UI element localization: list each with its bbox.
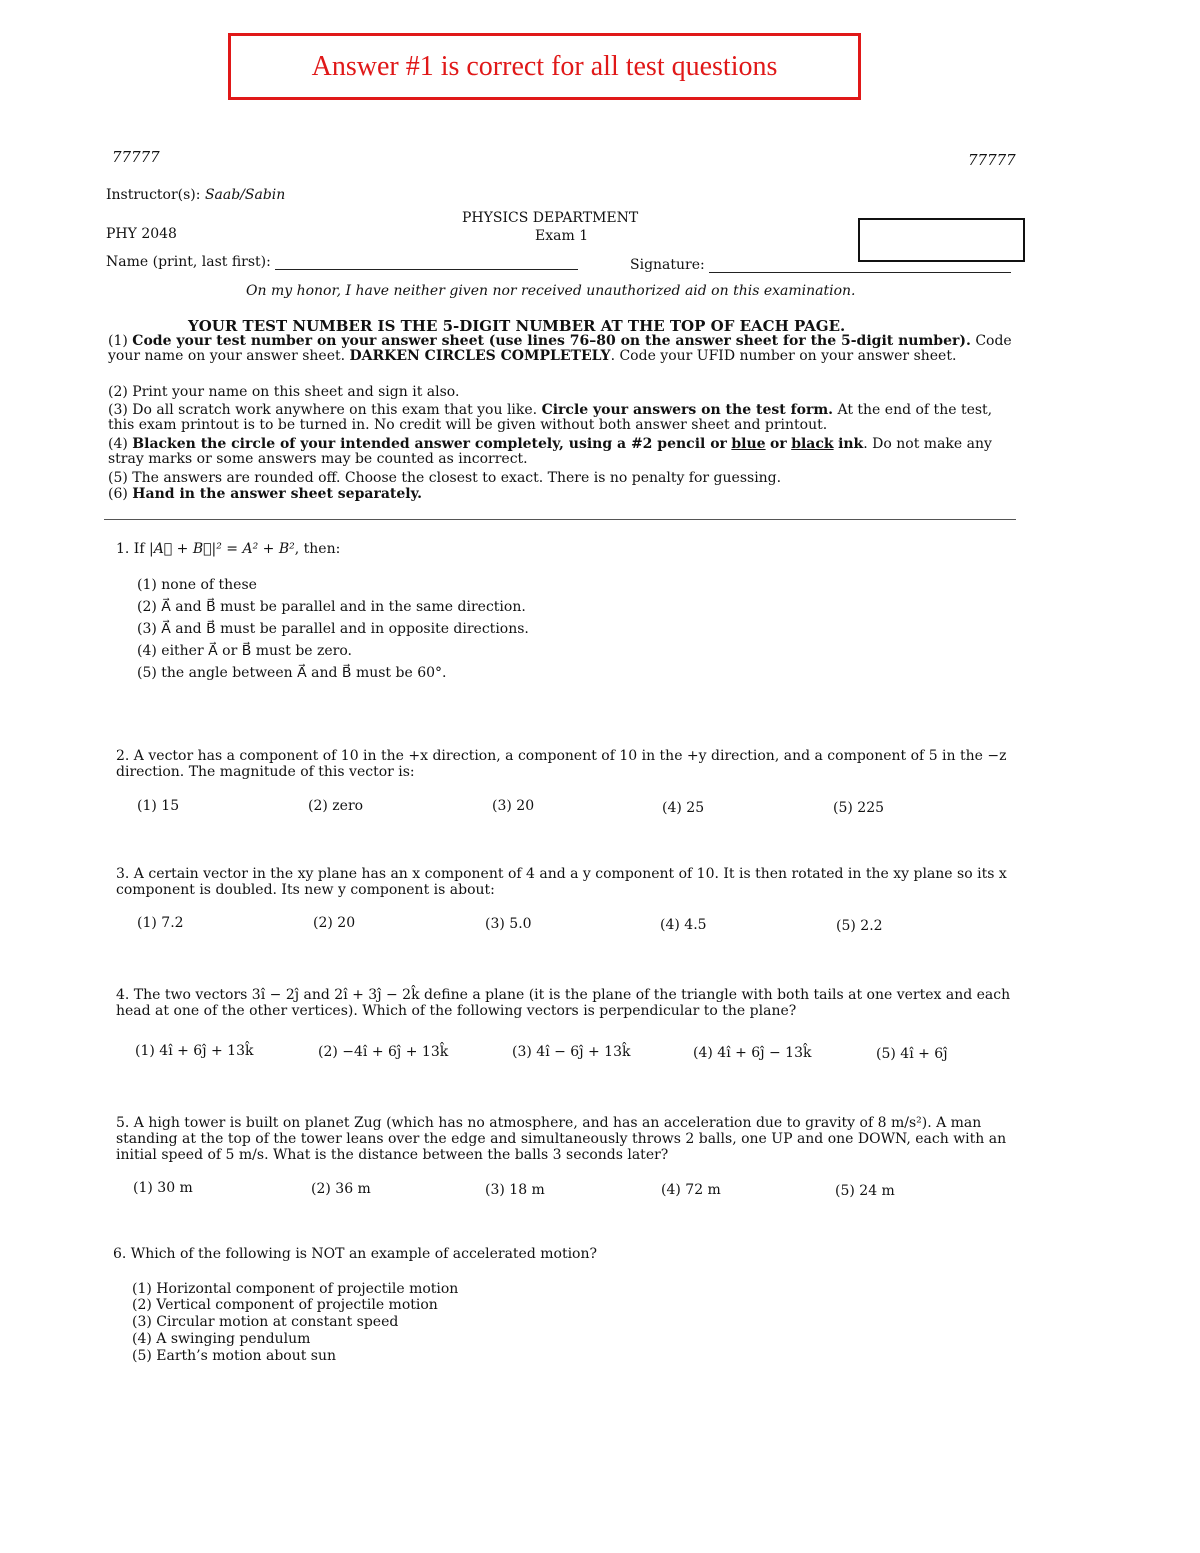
instruction-1-number: (1)	[108, 333, 128, 349]
question-3-option-4[interactable]: (4) 4.5	[660, 917, 707, 933]
instruction-4-blue: blue	[731, 436, 766, 452]
instruction-1-bold: Code your test number on your answer sheet (use lines 76–80 on the answer sheet for the 5-digit number).	[132, 333, 971, 349]
signature-label: Signature:	[630, 257, 705, 273]
instruction-5-text: The answers are rounded off. Choose the closest to exact. There is no penalty for guessing.	[132, 470, 782, 486]
question-3-stem: 3. A certain vector in the xy plane has an x component of 4 and a y component of 10. It is then rotated in the xy plane so its x component is doubled. Its new y component is about:	[116, 866, 1007, 898]
instruction-5	[108, 471, 1018, 486]
exam-title: Exam 1	[535, 228, 589, 244]
instruction-6	[108, 487, 1018, 502]
signature-field[interactable]	[709, 258, 1011, 273]
instruction-2-number: (2)	[108, 384, 128, 400]
question-4-option-3[interactable]: (3) 4î − 6ĵ + 13k̂	[512, 1044, 631, 1060]
question-6-option-1[interactable]: (1) Horizontal component of projectile motion	[132, 1281, 459, 1297]
name-label: Name (print, last first):	[106, 254, 271, 270]
instruction-6-text: Hand in the answer sheet separately.	[132, 486, 422, 502]
question-2-option-5[interactable]: (5) 225	[833, 800, 885, 816]
question-1-equation: A⃗ + B⃗|² = A² + B²	[153, 541, 295, 557]
instruction-1-darken: DARKEN CIRCLES COMPLETELY	[349, 348, 611, 364]
question-1-prefix: 1. If |	[116, 541, 154, 557]
name-field[interactable]	[275, 255, 578, 270]
question-5-option-4[interactable]: (4) 72 m	[661, 1182, 721, 1198]
question-2-option-2[interactable]: (2) zero	[308, 798, 364, 814]
instruction-4-black: black	[791, 436, 834, 452]
instruction-3-text: Do all scratch work anywhere on this exam that you like.	[132, 402, 538, 418]
instruction-4-number: (4)	[108, 436, 128, 452]
question-4-option-1[interactable]: (1) 4î + 6ĵ + 13k̂	[135, 1043, 254, 1059]
question-4-option-5[interactable]: (5) 4î + 6ĵ	[876, 1046, 948, 1062]
question-2-option-4[interactable]: (4) 25	[662, 800, 705, 816]
question-1-option-4[interactable]: (4) either A⃗ or B⃗ must be zero.	[137, 643, 353, 659]
question-1-option-3[interactable]: (3) A⃗ and B⃗ must be parallel and in opposite directions.	[137, 621, 529, 637]
question-5-option-2[interactable]: (2) 36 m	[311, 1181, 371, 1197]
course-code: PHY 2048	[106, 226, 177, 242]
question-2-option-3[interactable]: (3) 20	[492, 798, 535, 814]
honor-statement: On my honor, I have neither given nor received unauthorized aid on this examination.	[246, 283, 856, 299]
instruction-3	[108, 403, 1018, 433]
question-5-option-3[interactable]: (3) 18 m	[485, 1182, 545, 1198]
question-6-option-5[interactable]: (5) Earth’s motion about sun	[132, 1348, 337, 1364]
question-3-option-3[interactable]: (3) 5.0	[485, 916, 532, 932]
instruction-6-number: (6)	[108, 486, 128, 502]
question-4-option-4[interactable]: (4) 4î + 6ĵ − 13k̂	[693, 1045, 812, 1061]
question-4-stem: 4. The two vectors 3î − 2ĵ and 2î + 3ĵ − 2k̂ define a plane (it is the plane of the triangle with both tails at one vertex and each head at one of the other vertices). Which of the following vectors is perpendicular to the plane?	[116, 987, 1011, 1019]
department-title: PHYSICS DEPARTMENT	[462, 210, 639, 226]
instruction-2	[108, 385, 1018, 400]
instruction-3-number: (3)	[108, 402, 128, 418]
instruction-5-number: (5)	[108, 470, 128, 486]
question-1-option-2[interactable]: (2) A⃗ and B⃗ must be parallel and in the same direction.	[137, 599, 526, 615]
question-3-option-1[interactable]: (1) 7.2	[137, 915, 184, 931]
question-5-option-5[interactable]: (5) 24 m	[835, 1183, 895, 1199]
question-3-option-2[interactable]: (2) 20	[313, 915, 356, 931]
question-6-stem: 6. Which of the following is NOT an example of accelerated motion?	[113, 1246, 597, 1262]
question-1-stem	[116, 541, 1016, 557]
instructor-line	[106, 187, 285, 203]
instruction-3-bold: Circle your answers on the test form.	[541, 402, 834, 418]
signature-line	[630, 257, 1011, 273]
score-box	[858, 218, 1025, 262]
instructions-heading: YOUR TEST NUMBER IS THE 5-DIGIT NUMBER AT THE TOP OF EACH PAGE.	[188, 317, 846, 335]
question-1-option-1[interactable]: (1) none of these	[137, 577, 257, 593]
instruction-1-text-end: . Code your UFID number on your answer sheet.	[610, 348, 957, 364]
instructor-names: Saab/Sabin	[204, 187, 286, 203]
instruction-4-ink: ink	[838, 436, 864, 452]
question-5-option-1[interactable]: (1) 30 m	[133, 1180, 193, 1196]
test-number-right: 77777	[968, 151, 1016, 169]
question-3-option-5[interactable]: (5) 2.2	[836, 918, 883, 934]
question-6-option-4[interactable]: (4) A swinging pendulum	[132, 1331, 311, 1347]
instruction-2-text: Print your name on this sheet and sign it also.	[132, 384, 460, 400]
instruction-3-text-end: At the end of the test, this exam printout is to be turned in. No credit will be given without both answer sheet and printout.	[108, 402, 993, 433]
test-number-left: 77777	[112, 148, 160, 166]
question-6-option-3[interactable]: (3) Circular motion at constant speed	[132, 1314, 399, 1330]
instruction-4-text-end: . Do not make any stray marks or some answers may be counted as incorrect.	[108, 436, 992, 467]
divider	[104, 519, 1016, 520]
question-4-option-2[interactable]: (2) −4î + 6ĵ + 13k̂	[318, 1044, 449, 1060]
question-1-option-5[interactable]: (5) the angle between A⃗ and B⃗ must be 60°.	[137, 665, 447, 681]
question-6-option-2[interactable]: (2) Vertical component of projectile motion	[132, 1297, 438, 1313]
instructor-label: Instructor(s):	[106, 187, 201, 203]
instruction-4-or: or	[770, 436, 787, 452]
question-1-suffix: , then:	[294, 541, 341, 557]
name-line	[106, 254, 578, 270]
question-2-stem: 2. A vector has a component of 10 in the +x direction, a component of 10 in the +y direction, and a component of 5 in the −z direction. The magnitude of this vector is:	[116, 748, 1007, 780]
question-5-stem: 5. A high tower is built on planet Zug (which has no atmosphere, and has an acceleration due to gravity of 8 m/s²). A man standing at the top of the tower leans over the edge and simultaneously throws 2 balls, one UP and one DOWN, each with an initial speed of 5 m/s. What is the distance between the balls 3 seconds later?	[116, 1115, 1007, 1163]
question-2-option-1[interactable]: (1) 15	[137, 798, 180, 814]
instruction-1	[108, 334, 1018, 364]
instruction-4-bold: Blacken the circle of your intended answer completely, using a #2 pencil or	[132, 436, 727, 452]
instruction-4	[108, 437, 1018, 467]
instruction-1-text: Code your name on your answer sheet.	[108, 333, 1012, 364]
answer-key-banner: Answer #1 is correct for all test questions	[228, 33, 861, 100]
